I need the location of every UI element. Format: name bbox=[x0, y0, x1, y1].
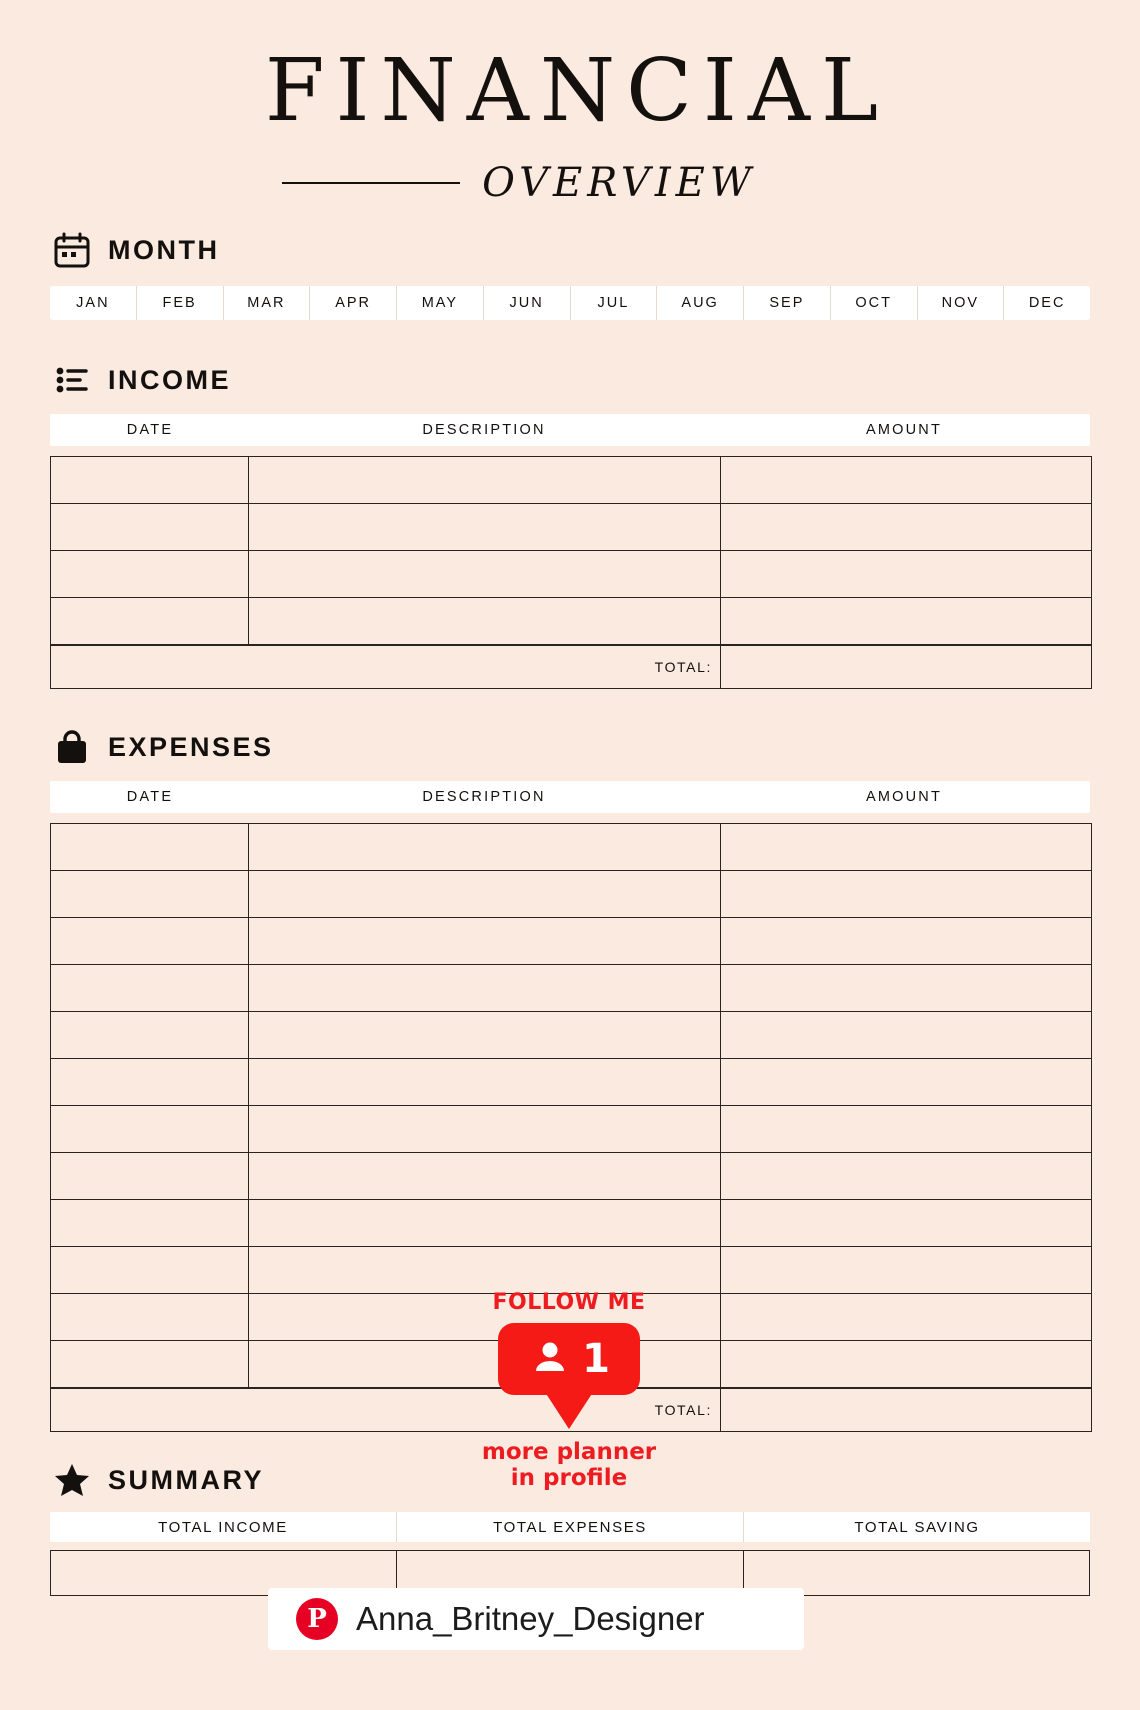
profile-handle-bar[interactable] bbox=[268, 1588, 804, 1650]
expenses-cell-amount[interactable] bbox=[721, 965, 1091, 1011]
person-icon bbox=[528, 1335, 572, 1384]
pinterest-icon: P bbox=[296, 1598, 338, 1640]
bag-icon bbox=[52, 727, 92, 767]
month-option-aug[interactable]: AUG bbox=[657, 286, 744, 320]
month-option-sep[interactable]: SEP bbox=[744, 286, 831, 320]
month-option-jul[interactable]: JUL bbox=[571, 286, 658, 320]
expenses-cell-description[interactable] bbox=[249, 1059, 721, 1105]
month-option-jun[interactable]: JUN bbox=[484, 286, 571, 320]
month-section-header bbox=[52, 230, 1140, 270]
summary-col-total-income: TOTAL INCOME bbox=[50, 1512, 397, 1542]
expenses-cell-description[interactable] bbox=[249, 1012, 721, 1058]
month-option-nov[interactable]: NOV bbox=[918, 286, 1005, 320]
expenses-section-header bbox=[52, 727, 1140, 767]
follower-badge[interactable] bbox=[498, 1323, 640, 1395]
expenses-cell-amount[interactable] bbox=[721, 1153, 1091, 1199]
expenses-cell-date[interactable] bbox=[51, 1247, 249, 1293]
month-section-title: MONTH bbox=[108, 234, 220, 265]
income-cell-amount[interactable] bbox=[721, 551, 1091, 597]
income-cell-date[interactable] bbox=[51, 551, 249, 597]
expenses-cell-description[interactable] bbox=[249, 1200, 721, 1246]
income-total-label: TOTAL: bbox=[51, 646, 721, 688]
title-divider bbox=[282, 182, 460, 184]
income-table-body bbox=[50, 456, 1092, 689]
income-total-row bbox=[51, 645, 1091, 688]
expenses-cell-date[interactable] bbox=[51, 1153, 249, 1199]
expenses-cell-description[interactable] bbox=[249, 871, 721, 917]
expenses-cell-amount[interactable] bbox=[721, 1200, 1091, 1246]
table-row[interactable] bbox=[51, 1059, 1091, 1106]
follow-sub-line-2: in profile bbox=[510, 1465, 628, 1492]
income-col-description: DESCRIPTION bbox=[422, 422, 546, 438]
expenses-total-value[interactable] bbox=[721, 1389, 1091, 1431]
expenses-cell-description[interactable] bbox=[249, 965, 721, 1011]
month-option-apr[interactable]: APR bbox=[310, 286, 397, 320]
table-row[interactable] bbox=[51, 824, 1091, 871]
expenses-col-description: DESCRIPTION bbox=[422, 789, 546, 805]
expenses-cell-date[interactable] bbox=[51, 1341, 249, 1387]
expenses-cell-amount[interactable] bbox=[721, 1247, 1091, 1293]
month-selector[interactable] bbox=[50, 286, 1090, 320]
follow-me-overlay bbox=[444, 1290, 694, 1492]
follow-me-subtext bbox=[444, 1439, 694, 1492]
expenses-cell-amount[interactable] bbox=[721, 1059, 1091, 1105]
month-option-may[interactable]: MAY bbox=[397, 286, 484, 320]
page-subtitle-row bbox=[0, 160, 1140, 206]
follow-sub-line-1: more planner bbox=[481, 1439, 657, 1465]
expenses-cell-date[interactable] bbox=[51, 1012, 249, 1058]
income-cell-date[interactable] bbox=[51, 598, 249, 644]
income-cell-date[interactable] bbox=[51, 504, 249, 550]
month-option-mar[interactable]: MAR bbox=[224, 286, 311, 320]
month-option-oct[interactable]: OCT bbox=[831, 286, 918, 320]
calendar-icon bbox=[52, 230, 92, 270]
expenses-cell-amount[interactable] bbox=[721, 1294, 1091, 1340]
table-row[interactable] bbox=[51, 1200, 1091, 1247]
income-col-amount: AMOUNT bbox=[865, 422, 943, 438]
summary-section-title: SUMMARY bbox=[108, 1464, 264, 1495]
income-section-title: INCOME bbox=[108, 364, 231, 395]
expenses-cell-date[interactable] bbox=[51, 1294, 249, 1340]
income-cell-amount[interactable] bbox=[721, 457, 1091, 503]
income-cell-description[interactable] bbox=[249, 598, 721, 644]
expenses-cell-description[interactable] bbox=[249, 824, 721, 870]
income-cell-description[interactable] bbox=[249, 504, 721, 550]
expenses-col-amount: AMOUNT bbox=[865, 789, 943, 805]
expenses-cell-date[interactable] bbox=[51, 871, 249, 917]
table-row[interactable] bbox=[51, 1153, 1091, 1200]
expenses-cell-date[interactable] bbox=[51, 1059, 249, 1105]
expenses-cell-description[interactable] bbox=[249, 918, 721, 964]
expenses-cell-date[interactable] bbox=[51, 965, 249, 1011]
table-row[interactable] bbox=[51, 871, 1091, 918]
table-row[interactable] bbox=[51, 918, 1091, 965]
summary-col-total-expenses: TOTAL EXPENSES bbox=[397, 1512, 744, 1542]
income-table-header bbox=[50, 414, 1090, 446]
expenses-cell-date[interactable] bbox=[51, 1200, 249, 1246]
table-row[interactable] bbox=[51, 1247, 1091, 1294]
expenses-cell-date[interactable] bbox=[51, 1106, 249, 1152]
expenses-cell-date[interactable] bbox=[51, 824, 249, 870]
expenses-col-date: DATE bbox=[126, 789, 174, 805]
table-row[interactable] bbox=[51, 598, 1091, 645]
income-cell-date[interactable] bbox=[51, 457, 249, 503]
expenses-cell-description[interactable] bbox=[249, 1106, 721, 1152]
expenses-cell-amount[interactable] bbox=[721, 871, 1091, 917]
income-cell-amount[interactable] bbox=[721, 504, 1091, 550]
expenses-cell-description[interactable] bbox=[249, 1247, 721, 1293]
table-row[interactable] bbox=[51, 504, 1091, 551]
follow-me-title: FOLLOW ME bbox=[492, 1290, 646, 1315]
income-cell-description[interactable] bbox=[249, 551, 721, 597]
month-option-dec[interactable]: DEC bbox=[1004, 286, 1090, 320]
expenses-cell-amount[interactable] bbox=[721, 1106, 1091, 1152]
table-row[interactable] bbox=[51, 965, 1091, 1012]
follower-count: 1 bbox=[582, 1336, 610, 1382]
income-cell-description[interactable] bbox=[249, 457, 721, 503]
table-row[interactable] bbox=[51, 1012, 1091, 1059]
summary-header-row bbox=[50, 1512, 1090, 1542]
table-row[interactable] bbox=[51, 1106, 1091, 1153]
expenses-cell-description[interactable] bbox=[249, 1153, 721, 1199]
expenses-cell-date[interactable] bbox=[51, 918, 249, 964]
list-icon bbox=[52, 360, 92, 400]
page-title: FINANCIAL bbox=[264, 41, 890, 141]
expenses-total-label: TOTAL: bbox=[51, 1389, 721, 1431]
expenses-cell-amount[interactable] bbox=[721, 824, 1091, 870]
table-row[interactable] bbox=[51, 457, 1091, 504]
star-icon bbox=[52, 1460, 92, 1500]
page-subtitle: OVERVIEW bbox=[482, 160, 756, 206]
table-row[interactable] bbox=[51, 551, 1091, 598]
expenses-cell-amount[interactable] bbox=[721, 1341, 1091, 1387]
expenses-cell-amount[interactable] bbox=[721, 918, 1091, 964]
expenses-cell-amount[interactable] bbox=[721, 1012, 1091, 1058]
income-col-date: DATE bbox=[126, 422, 174, 438]
month-option-feb[interactable]: FEB bbox=[137, 286, 224, 320]
expenses-table-header bbox=[50, 781, 1090, 813]
income-cell-amount[interactable] bbox=[721, 598, 1091, 644]
summary-col-total-saving: TOTAL SAVING bbox=[854, 1518, 980, 1536]
page-title-block bbox=[0, 0, 1140, 206]
expenses-section-title: EXPENSES bbox=[108, 731, 274, 762]
month-option-jan[interactable]: JAN bbox=[50, 286, 137, 320]
income-section-header bbox=[52, 360, 1140, 400]
profile-handle: Anna_Britney_Designer bbox=[356, 1600, 705, 1637]
income-total-value[interactable] bbox=[721, 646, 1091, 688]
